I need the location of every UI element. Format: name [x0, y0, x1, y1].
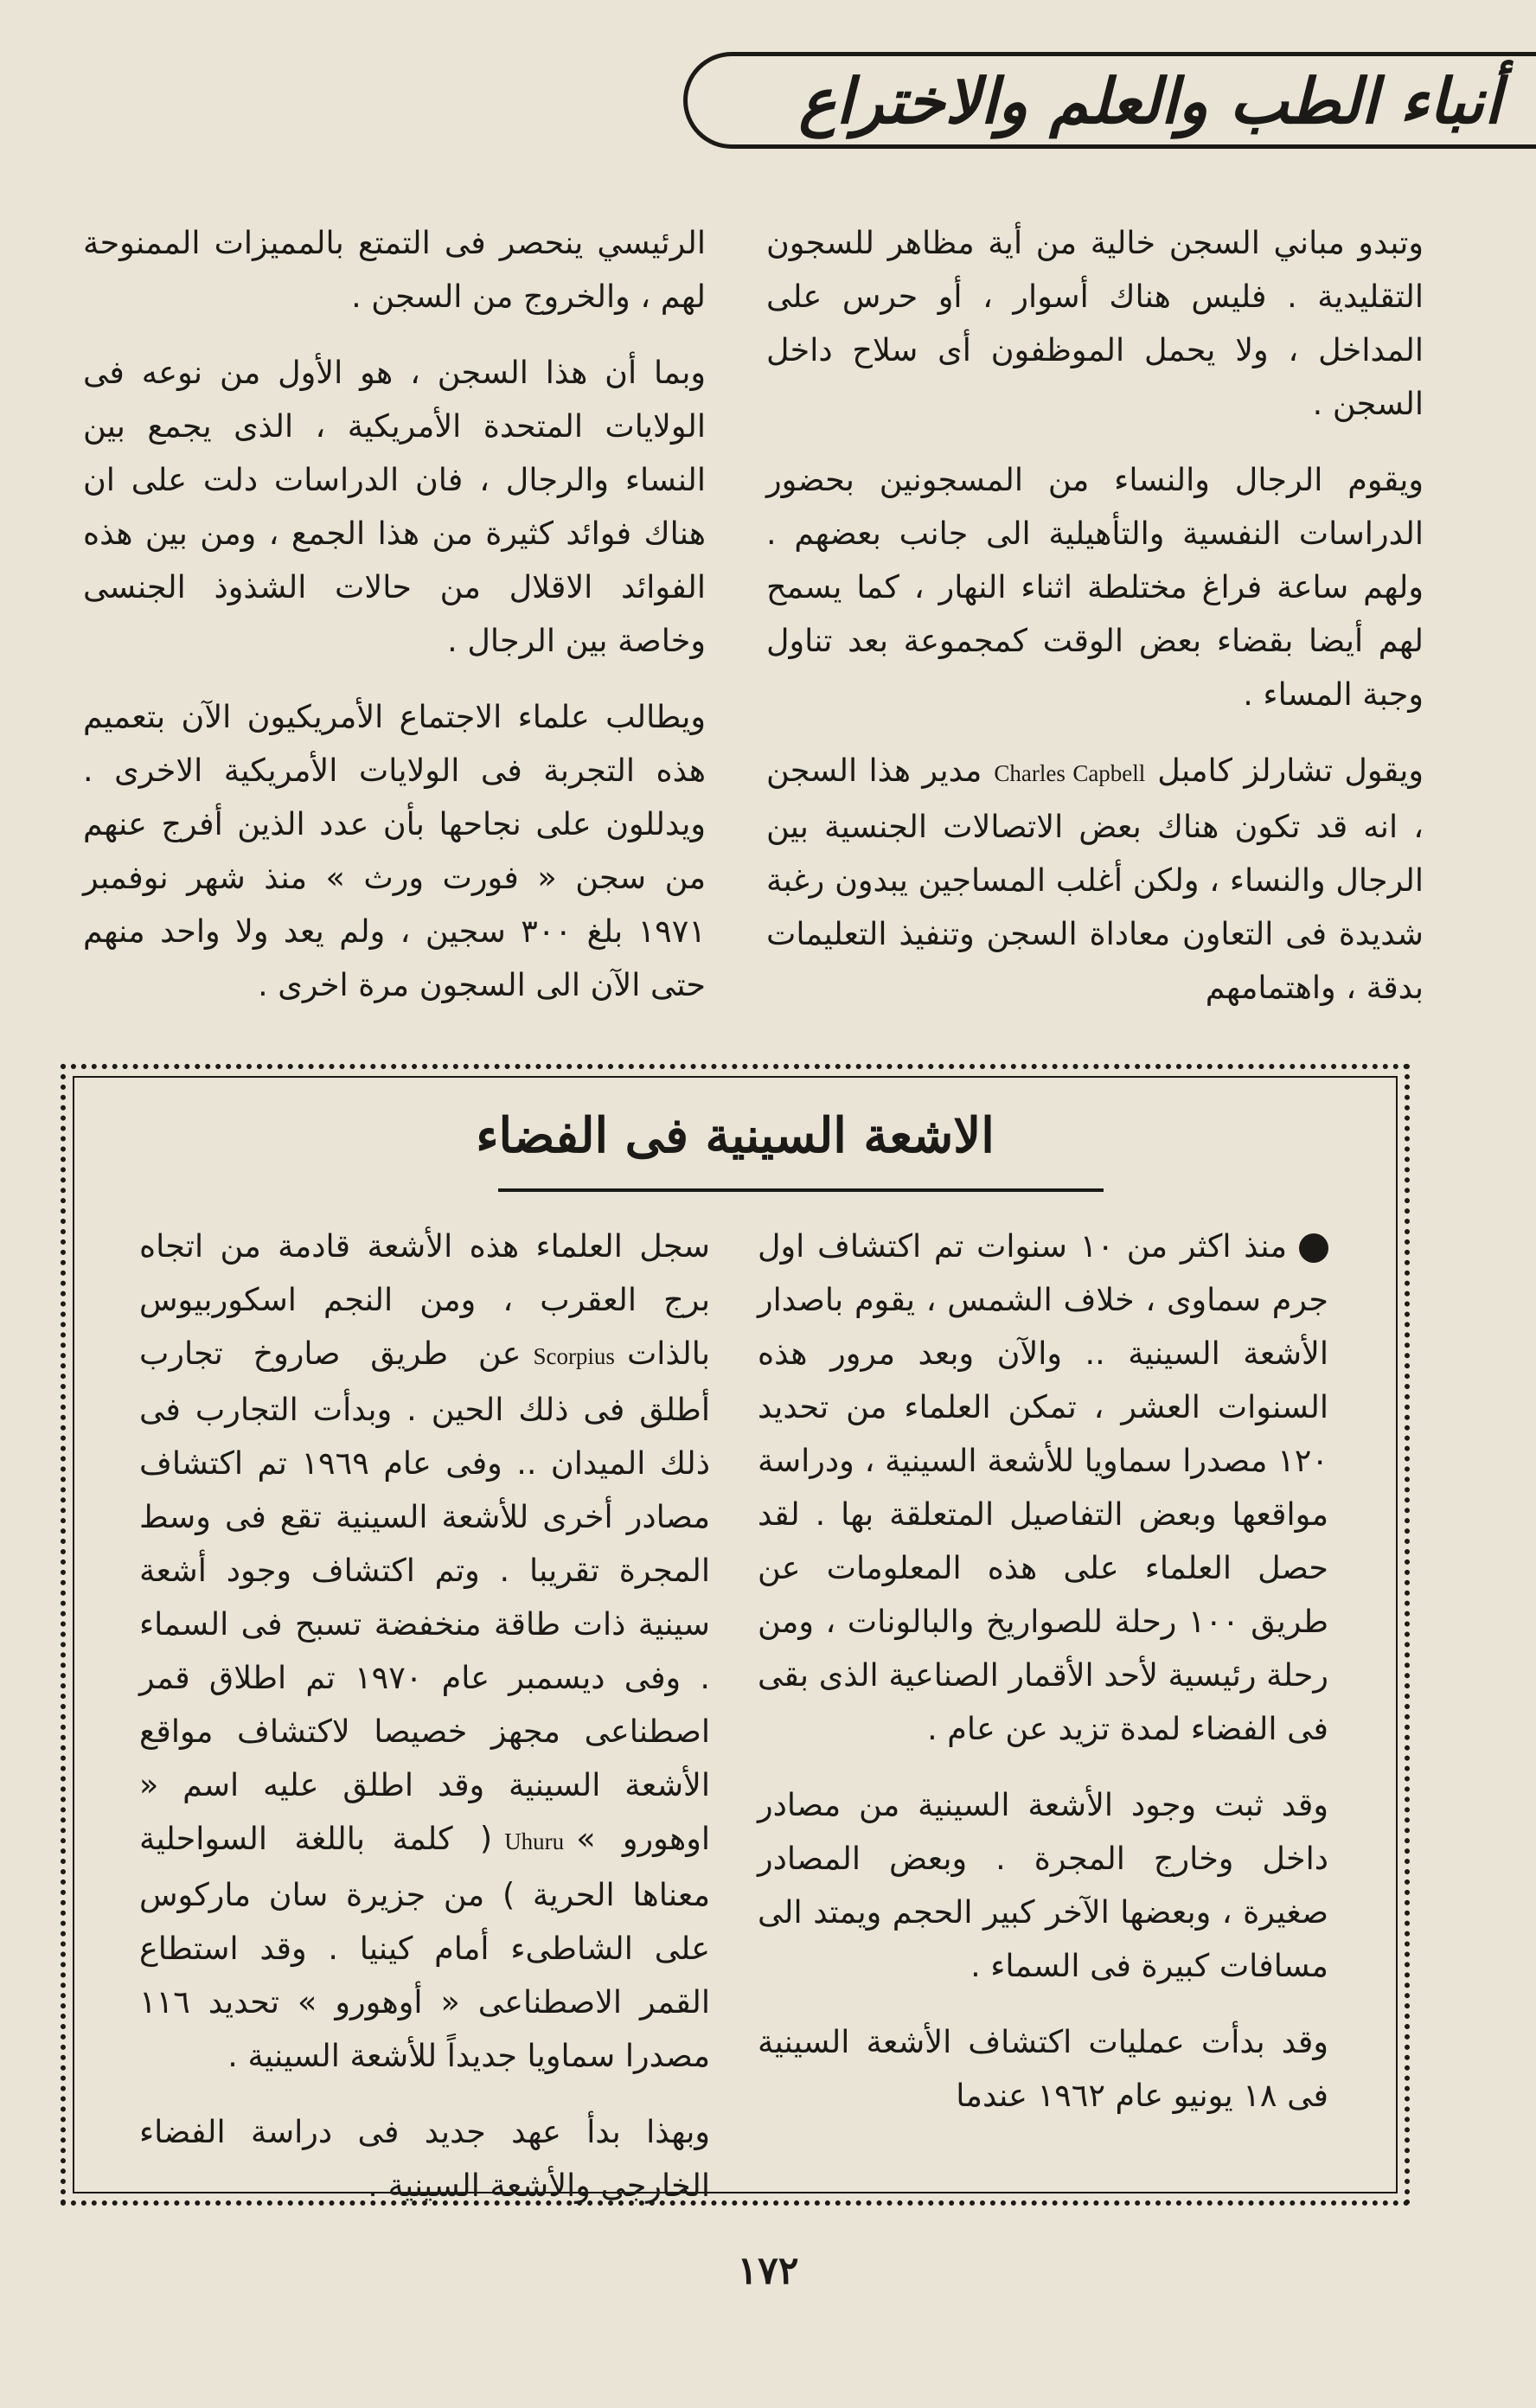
- latin-name: Uhuru: [504, 1828, 565, 1854]
- article2-column-left: [139, 1220, 710, 2235]
- paragraph-text: عن طريق صاروخ تجارب أطلق فى ذلك الحين . وبدأت التجارب فى ذلك الميدان .. وفى عام ١٩٦٩ تم اكتشاف مصادر أخرى للأشعة السينية تقع فى وسط المجرة تقريبا . وتم اكتشاف وجود أشعة سينية ذات طاقة منخفضة تسبح فى السماء . وفى ديسمبر عام ١٩٧٠ تم اطلاق قمر اصطناعى مجهز خصيصا لاكتشاف مواقع الأشعة السينية وقد اطلق عليه اسم « اوهورو »: [139, 1335, 711, 1857]
- paragraph: وبما أن هذا السجن ، هو الأول من نوعه فى الولايات المتحدة الأمريكية ، الذى يجمع بين النساء والرجال ، فان الدراسات دلت على ان هناك فوائد كثيرة من هذا الجمع ، ومن بين هذه الفوائد الاقلال من حالات الشذوذ الجنسى وخاصة بين الرجال .: [83, 354, 706, 659]
- paragraph-text: ويقول تشارلز كامبل: [1157, 752, 1424, 789]
- paragraph: وقد ثبت وجود الأشعة السينية من مصادر داخل وخارج المجرة . وبعض المصادر صغيرة ، وبعضها الآخر كبير الحجم ويمتد الى مسافات كبيرة فى السماء .: [758, 1786, 1328, 1984]
- page-number: ١٧٢: [737, 2249, 799, 2293]
- section-header: [683, 52, 1536, 149]
- latin-name: Scorpius: [533, 1343, 615, 1369]
- article1-column-left: [83, 216, 706, 1034]
- latin-name: Charles Capbell: [994, 760, 1146, 786]
- article2-title: الاشعة السينية فى الفضاء: [476, 1107, 995, 1164]
- paragraph: وبهذا بدأ عهد جديد فى دراسة الفضاء الخارجى والأشعة السينية .: [139, 2113, 710, 2204]
- paragraph: ويقوم الرجال والنساء من المسجونين بحضور الدراسات النفسية والتأهيلية الى جانب بعضهم . ولهم ساعة فراغ مختلطة اثناء النهار ، كما يسمح لهم أيضا بقضاء بعض الوقت كمجموعة بعد تناول وجبة المساء .: [766, 461, 1424, 713]
- paragraph: [139, 1220, 710, 2083]
- article2-column-right: [758, 1220, 1328, 2145]
- paragraph-text: سجل العلماء هذه الأشعة قادمة من اتجاه برج العقرب ، ومن النجم اسكوربيوس بالذات: [139, 1227, 710, 1372]
- paragraph: [766, 744, 1424, 1015]
- paragraph: وتبدو مباني السجن خالية من أية مظاهر للسجون التقليدية . فليس هناك أسوار ، أو حرس على المداخل ، ولا يحمل الموظفون أى سلاح داخل السجن .: [766, 224, 1424, 422]
- paragraph: ويطالب علماء الاجتماع الأمريكيون الآن بتعميم هذه التجربة فى الولايات الأمريكية الاخرى . ويدللون على نجاحها بأن عدد الذين أفرج عنهم من سجن « فورت ورث » منذ شهر نوفمبر ١٩٧١ بلغ ٣٠٠ سجين ، ولم يعد ولا واحد منهم حتى الآن الى السجون مرة اخرى .: [83, 698, 706, 1003]
- article1-column-right: [766, 216, 1424, 1037]
- paragraph-text: منذ اكثر من ١٠ سنوات تم اكتشاف اول جرم سماوى ، خلاف الشمس ، يقوم باصدار الأشعة السينية .. والآن وبعد مرور هذه السنوات العشر ، تمكن العلماء من تحديد ١٢٠ مصدرا سماويا للأشعة السينية ، ودراسة مواقعها وبعض التفاصيل المتعلقة بها . لقد حصل العلماء على هذه المعلومات عن طريق ١٠٠ رحلة للصواريخ والبالونات ، ومن رحلة رئيسية لأحد الأقمار الصناعية الذى بقى فى الفضاء لمدة تزيد عن عام .: [758, 1227, 1328, 1747]
- paragraph-text: ( كلمة باللغة السواحلية معناها الحرية ) من جزيرة سان ماركوس على الشاطىء أمام كينيا . وقد استطاع القمر الاصطناعى « أوهورو » تحديد ١١٦ مصدرا سماويا جديداً للأشعة السينية .: [139, 1820, 710, 2074]
- paragraph: وقد بدأت عمليات اكتشاف الأشعة السينية فى ١٨ يونيو عام ١٩٦٢ عندما: [758, 2023, 1328, 2114]
- bullet-icon: [1299, 1233, 1328, 1263]
- title-underline: [498, 1188, 1104, 1192]
- paragraph: الرئيسي ينحصر فى التمتع بالمميزات الممنوحة لهم ، والخروج من السجن .: [83, 224, 706, 315]
- paragraph: [758, 1220, 1328, 1756]
- section-title: أنباء الطب والعلم والاختراع: [798, 64, 1501, 138]
- paragraph-text: مدير هذا السجن ، انه قد تكون هناك بعض الاتصالات الجنسية بين الرجال والنساء ، ولكن أغلب المساجين يبدون رغبة شديدة فى التعاون معاداة السجن وتنفيذ التعليمات بدقة ، واهتمامهم: [766, 752, 1424, 1006]
